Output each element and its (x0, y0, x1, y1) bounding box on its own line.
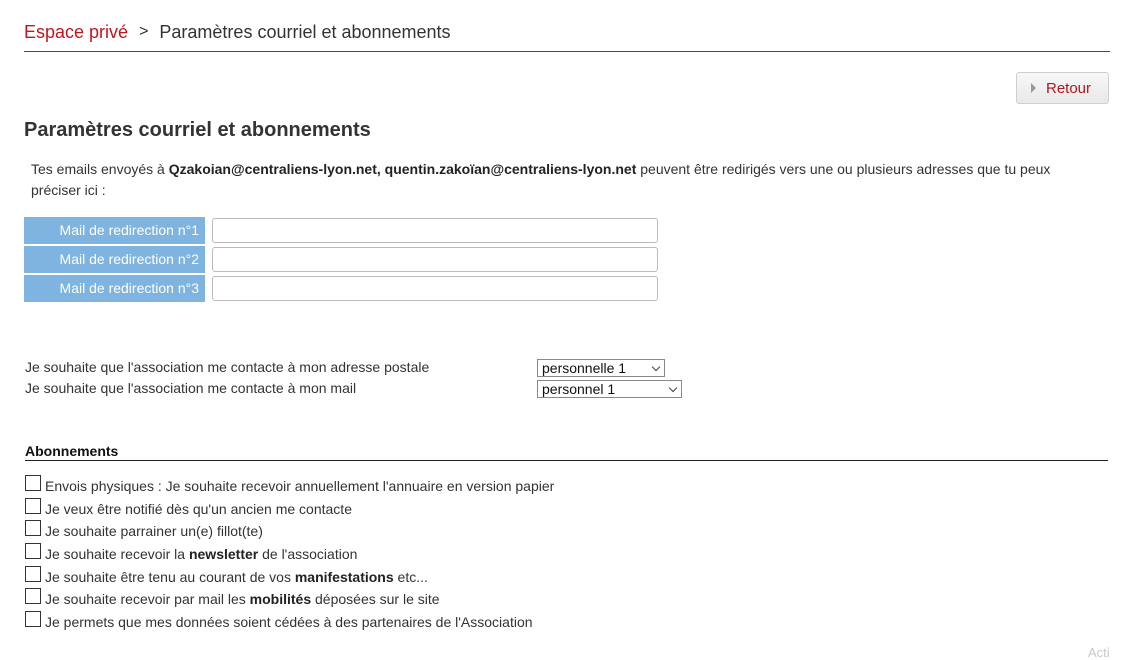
intro-before: Tes emails envoyés à (31, 161, 169, 177)
back-button[interactable] (1016, 72, 1109, 104)
subscription-label-post: déposées sur le site (311, 591, 440, 608)
checkbox-newsletter[interactable] (25, 543, 41, 559)
page-title: Paramètres courriel et abonnements (24, 119, 371, 141)
mail-address-select-value: personnel 1 (542, 381, 616, 397)
postal-address-select-value: personnelle 1 (542, 360, 627, 376)
breadcrumb-current: Paramètres courriel et abonnements (159, 22, 451, 42)
subscription-mobilities (25, 587, 554, 610)
subscription-label-pre: Je souhaite être tenu au courant de vos (45, 568, 295, 585)
subscription-label: Je veux être notifié dès qu'un ancien me contacte (45, 500, 352, 517)
subscription-newsletter (25, 542, 554, 565)
triangle-right-icon (1031, 83, 1036, 93)
redirection-label-3: Mail de redirection n°3 (24, 275, 205, 302)
intro-after: peuvent être redirigés vers une ou plusieurs adresses que tu peux préciser ici : (31, 161, 1051, 198)
redirection-row-3 (24, 274, 658, 303)
checkbox-mobilities[interactable] (25, 588, 41, 604)
subscription-label-bold: manifestations (294, 568, 394, 585)
breadcrumb-separator: > (139, 23, 149, 40)
subscription-sponsorship (25, 519, 554, 542)
checkbox-sponsorship[interactable] (25, 520, 41, 536)
redirection-input-1[interactable] (212, 218, 658, 243)
subscription-label: Envois physiques : Je souhaite recevoir annuellement l'annuaire en version papier (45, 478, 555, 494)
subscription-label (45, 542, 357, 564)
subscription-label-post: de l'association (258, 546, 358, 563)
subscriptions-title: Abonnements (25, 442, 1108, 461)
intro-emails: Qzakoian@centraliens-lyon.net, quentin.zakoïan@centraliens-lyon.net (168, 161, 637, 177)
back-button-label: Retour (1046, 79, 1092, 97)
subscription-label-pre: Je souhaite recevoir par mail les (45, 591, 250, 608)
redirection-label-2: Mail de redirection n°2 (24, 246, 205, 273)
subscription-label (45, 587, 440, 609)
redirection-row-2 (24, 245, 658, 274)
mail-contact-label: Je souhaite que l'association me contacte à mon mail (25, 380, 357, 396)
subscription-label: Je permets que mes données soient cédées à des partenaires de l'Association (45, 614, 533, 631)
subscriptions-list (25, 474, 554, 633)
subscription-events (25, 565, 554, 588)
subscription-label-bold: mobilités (249, 591, 312, 608)
subscription-label-post: etc... (393, 568, 428, 585)
breadcrumb-link-espace-prive[interactable]: Espace privé (24, 22, 129, 42)
redirection-row-1 (24, 216, 658, 245)
chevron-down-icon (652, 363, 660, 371)
chevron-down-icon (669, 384, 677, 392)
subscription-label: Je souhaite parrainer un(e) fillot(te) (45, 523, 263, 540)
checkbox-paper-directory[interactable] (25, 475, 41, 491)
subscription-data-sharing (25, 610, 554, 633)
subscription-label-bold: newsletter (188, 546, 259, 563)
checkbox-contact-notification[interactable] (25, 498, 41, 514)
redirection-form (24, 216, 658, 303)
redirection-input-2[interactable] (212, 247, 658, 272)
redirection-input-3[interactable] (212, 276, 658, 301)
subscription-label-pre: Je souhaite recevoir la (45, 546, 189, 563)
corner-watermark-text: Acti (1088, 645, 1110, 660)
intro-text (31, 159, 1101, 201)
postal-address-select[interactable] (537, 359, 665, 377)
redirection-label-1: Mail de redirection n°1 (24, 217, 205, 244)
subscription-paper-directory (25, 474, 554, 497)
postal-contact-label: Je souhaite que l'association me contacte à mon adresse postale (25, 359, 430, 375)
checkbox-data-sharing[interactable] (25, 611, 41, 627)
mail-address-select[interactable] (537, 380, 682, 398)
breadcrumb (24, 20, 1110, 52)
subscription-contact-notification (25, 497, 554, 520)
subscription-label (45, 565, 428, 587)
checkbox-events[interactable] (25, 566, 41, 582)
